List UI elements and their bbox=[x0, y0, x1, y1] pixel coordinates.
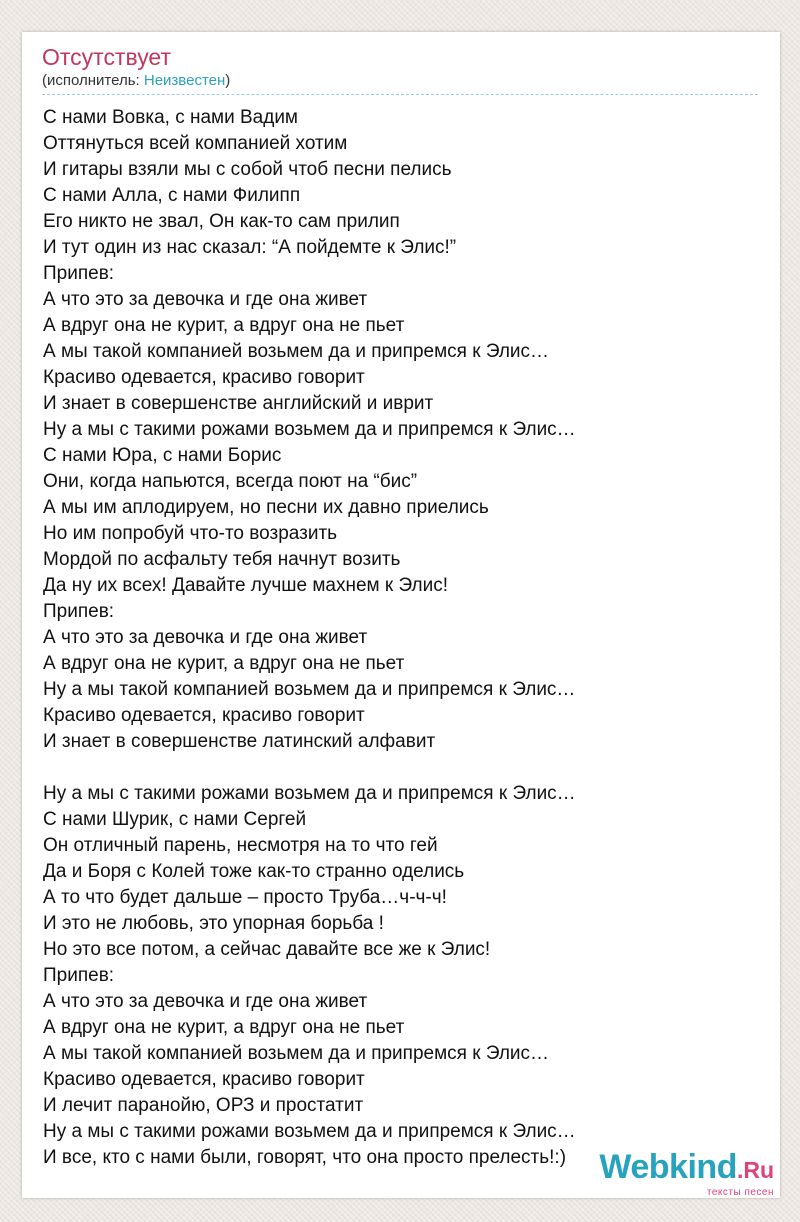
lyrics-card bbox=[22, 32, 780, 1198]
artist-byline bbox=[42, 72, 230, 90]
lyric-line: Его никто не звал, Он как-то сам прилип bbox=[43, 211, 400, 232]
lyric-line: Они, когда напьются, всегда поют на “бис” bbox=[43, 471, 418, 492]
lyric-line: С нами Юра, с нами Борис bbox=[43, 445, 282, 466]
lyric-line: А мы им аплодируем, но песни их давно приелись bbox=[43, 497, 489, 518]
lyric-line: Мордой по асфальту тебя начнут возить bbox=[43, 549, 401, 570]
song-title: Отсутствует bbox=[42, 44, 171, 70]
lyric-line: А вдруг она не курит, а вдруг она не пьет bbox=[43, 653, 405, 674]
lyric-line: Ну а мы с такими рожами возьмем да и припремся к Элис… bbox=[43, 1121, 576, 1142]
lyric-line: И лечит паранойю, ОРЗ и простатит bbox=[43, 1095, 364, 1116]
lyric-line: И все, кто с нами были, говорят, что она просто прелесть!:) bbox=[43, 1147, 567, 1168]
lyric-line: С нами Вовка, с нами Вадим bbox=[43, 107, 298, 128]
logo-tagline: тексты песен bbox=[706, 1187, 774, 1198]
byline-prefix: (исполнитель: bbox=[42, 72, 144, 89]
lyric-line: Он отличный парень, несмотря на то что гей bbox=[43, 835, 438, 856]
lyric-line: Красиво одевается, красиво говорит bbox=[43, 1069, 365, 1090]
lyric-line: Ну а мы с такими рожами возьмем да и припремся к Элис… bbox=[43, 783, 576, 804]
lyric-line: А мы такой компанией возьмем да и припремся к Элис… bbox=[43, 341, 550, 362]
lyric-line: Но это все потом, а сейчас давайте все же к Элис! bbox=[43, 939, 491, 960]
logo-word: Webkind bbox=[599, 1148, 737, 1186]
lyric-line: А что это за девочка и где она живет bbox=[43, 627, 368, 648]
lyric-line: Ну а мы с такими рожами возьмем да и припремся к Элис… bbox=[43, 419, 576, 440]
lyrics-text bbox=[43, 105, 576, 1171]
lyric-line: И тут один из нас сказал: “А пойдемте к Элис!” bbox=[43, 237, 457, 258]
lyric-line: И гитары взяли мы с собой чтоб песни пелись bbox=[43, 159, 452, 180]
lyric-line: А вдруг она не курит, а вдруг она не пьет bbox=[43, 1017, 405, 1038]
webkind-logo bbox=[599, 1150, 774, 1184]
lyric-line: Оттянуться всей компанией хотим bbox=[43, 133, 348, 154]
lyric-line: А вдруг она не курит, а вдруг она не пьет bbox=[43, 315, 405, 336]
lyric-line: Припев: bbox=[43, 601, 115, 622]
lyric-line: Да ну их всех! Давайте лучше махнем к Элис! bbox=[43, 575, 448, 596]
logo-tld: .Ru bbox=[736, 1157, 774, 1183]
lyric-line: И это не любовь, это упорная борьба ! bbox=[43, 913, 384, 934]
lyric-line: Ну а мы такой компанией возьмем да и припремся к Элис… bbox=[43, 679, 576, 700]
lyric-line: С нами Алла, с нами Филипп bbox=[43, 185, 301, 206]
lyric-line: Да и Боря с Колей тоже как-то странно оделись bbox=[43, 861, 465, 882]
lyric-line: А что это за девочка и где она живет bbox=[43, 991, 368, 1012]
lyric-line bbox=[43, 755, 576, 781]
title-divider bbox=[42, 94, 758, 95]
lyric-line: И знает в совершенстве английский и иврит bbox=[43, 393, 434, 414]
lyric-line: Красиво одевается, красиво говорит bbox=[43, 367, 365, 388]
lyric-line: А мы такой компанией возьмем да и припремся к Элис… bbox=[43, 1043, 550, 1064]
lyric-line: А что это за девочка и где она живет bbox=[43, 289, 368, 310]
lyric-line: Но им попробуй что-то возразить bbox=[43, 523, 338, 544]
lyric-line: И знает в совершенстве латинский алфавит bbox=[43, 731, 436, 752]
byline-suffix: ) bbox=[225, 72, 231, 89]
lyric-line: Припев: bbox=[43, 965, 115, 986]
lyric-line: Красиво одевается, красиво говорит bbox=[43, 705, 365, 726]
lyric-line: С нами Шурик, с нами Сергей bbox=[43, 809, 307, 830]
lyric-line: Припев: bbox=[43, 263, 115, 284]
artist-link[interactable]: Неизвестен bbox=[143, 72, 226, 89]
lyric-line: А то что будет дальше – просто Труба…ч-ч-ч! bbox=[43, 887, 447, 908]
